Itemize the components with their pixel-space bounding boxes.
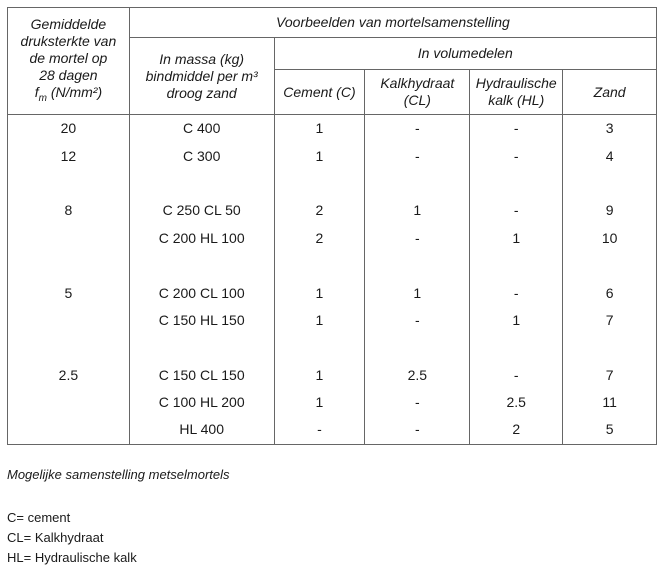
cell-kalkhydraat: 2.5 bbox=[365, 362, 470, 389]
header-cement: Cement (C) bbox=[274, 70, 365, 115]
cell-cement: 1 bbox=[274, 279, 365, 306]
header-strength-line: druksterkte van bbox=[20, 32, 117, 49]
legend-item: C= cement bbox=[7, 510, 71, 525]
cell-strength: 8 bbox=[8, 197, 130, 224]
cell-zand: 4 bbox=[563, 142, 657, 169]
cell-kalkhydraat: - bbox=[365, 307, 470, 334]
cell-strength bbox=[8, 225, 130, 252]
cell-kalkhydraat: - bbox=[365, 142, 470, 169]
cell-mass: C 250 CL 50 bbox=[129, 197, 274, 224]
table-row bbox=[8, 362, 657, 389]
cell-mass: C 200 HL 100 bbox=[129, 225, 274, 252]
abbreviation-legend bbox=[7, 508, 137, 568]
table-body bbox=[8, 115, 657, 445]
header-volume: In volumedelen bbox=[274, 38, 656, 70]
header-strength bbox=[8, 8, 130, 115]
strength-subscript: m bbox=[38, 92, 47, 104]
cell-hydraulische-kalk: 1 bbox=[470, 307, 563, 334]
header-strength-line: de mortel op bbox=[29, 49, 108, 66]
cell-hydraulische-kalk: - bbox=[470, 197, 563, 224]
cell-cement: 1 bbox=[274, 362, 365, 389]
header-kalk-line: Kalkhydraat bbox=[380, 75, 455, 91]
header-strength-line: 28 dagen bbox=[39, 66, 98, 83]
cell-cement: 2 bbox=[274, 225, 365, 252]
legend-item: CL= Kalkhydraat bbox=[7, 530, 104, 545]
cell-strength bbox=[8, 389, 130, 416]
table-row bbox=[8, 115, 657, 143]
cell-zand: 6 bbox=[563, 279, 657, 306]
cell-hydraulische-kalk: 2 bbox=[470, 416, 563, 444]
table-caption: Mogelijke samenstelling metselmortels bbox=[7, 467, 230, 482]
cell-mass: C 150 CL 150 bbox=[129, 362, 274, 389]
mortar-composition-table bbox=[7, 7, 657, 445]
cell-cement: 1 bbox=[274, 389, 365, 416]
header-hydraulische-kalk bbox=[470, 70, 563, 115]
strength-unit: (N/mm²) bbox=[50, 83, 103, 100]
cell-mass: C 100 HL 200 bbox=[129, 389, 274, 416]
table-row bbox=[8, 197, 657, 224]
cell-kalkhydraat: - bbox=[365, 389, 470, 416]
header-zand: Zand bbox=[563, 70, 657, 115]
table-row bbox=[8, 416, 657, 444]
cell-mass: HL 400 bbox=[129, 416, 274, 444]
header-strength-line: Gemiddelde bbox=[30, 15, 107, 32]
cell-zand: 10 bbox=[563, 225, 657, 252]
legend-item: HL= Hydraulische kalk bbox=[7, 550, 137, 565]
header-strength-formula bbox=[8, 84, 129, 107]
cell-zand: 7 bbox=[563, 307, 657, 334]
header-mass bbox=[129, 38, 274, 115]
cell-hydraulische-kalk: 2.5 bbox=[470, 389, 563, 416]
cell-mass: C 200 CL 100 bbox=[129, 279, 274, 306]
header-mass-line: bindmiddel per m³ bbox=[145, 67, 258, 84]
cell-strength: 12 bbox=[8, 142, 130, 169]
cell-cement: 2 bbox=[274, 197, 365, 224]
cell-mass: C 300 bbox=[129, 142, 274, 169]
cell-zand: 5 bbox=[563, 416, 657, 444]
table-header bbox=[8, 8, 657, 115]
cell-zand: 9 bbox=[563, 197, 657, 224]
spacer-row bbox=[8, 252, 657, 279]
cell-mass: C 150 HL 150 bbox=[129, 307, 274, 334]
cell-kalkhydraat: - bbox=[365, 115, 470, 143]
cell-kalkhydraat: 1 bbox=[365, 197, 470, 224]
cell-strength bbox=[8, 416, 130, 444]
header-kalkhydraat bbox=[365, 70, 470, 115]
cell-kalkhydraat: - bbox=[365, 225, 470, 252]
strength-symbol: f bbox=[34, 83, 39, 100]
spacer-row bbox=[8, 170, 657, 197]
table-row bbox=[8, 389, 657, 416]
cell-strength: 5 bbox=[8, 279, 130, 306]
cell-hydraulische-kalk: - bbox=[470, 362, 563, 389]
header-hydr-line: kalk (HL) bbox=[488, 92, 545, 108]
cell-kalkhydraat: 1 bbox=[365, 279, 470, 306]
cell-hydraulische-kalk: - bbox=[470, 279, 563, 306]
header-mass-line: In massa (kg) bbox=[159, 50, 245, 67]
table-row bbox=[8, 279, 657, 306]
spacer-row bbox=[8, 334, 657, 361]
cell-cement: 1 bbox=[274, 115, 365, 143]
header-mass-line: droog zand bbox=[166, 84, 237, 101]
cell-hydraulische-kalk: - bbox=[470, 115, 563, 143]
cell-zand: 11 bbox=[563, 389, 657, 416]
cell-zand: 3 bbox=[563, 115, 657, 143]
cell-hydraulische-kalk: 1 bbox=[470, 225, 563, 252]
cell-strength: 2.5 bbox=[8, 362, 130, 389]
cell-strength bbox=[8, 307, 130, 334]
table-row bbox=[8, 307, 657, 334]
table-row bbox=[8, 142, 657, 169]
cell-cement: 1 bbox=[274, 307, 365, 334]
cell-hydraulische-kalk: - bbox=[470, 142, 563, 169]
header-examples: Voorbeelden van mortelsamenstelling bbox=[129, 8, 656, 38]
cell-kalkhydraat: - bbox=[365, 416, 470, 444]
header-hydr-line: Hydraulische bbox=[475, 75, 557, 91]
cell-mass: C 400 bbox=[129, 115, 274, 143]
cell-cement: - bbox=[274, 416, 365, 444]
table-row bbox=[8, 225, 657, 252]
cell-cement: 1 bbox=[274, 142, 365, 169]
header-kalk-line: (CL) bbox=[403, 92, 431, 108]
cell-zand: 7 bbox=[563, 362, 657, 389]
cell-strength: 20 bbox=[8, 115, 130, 143]
